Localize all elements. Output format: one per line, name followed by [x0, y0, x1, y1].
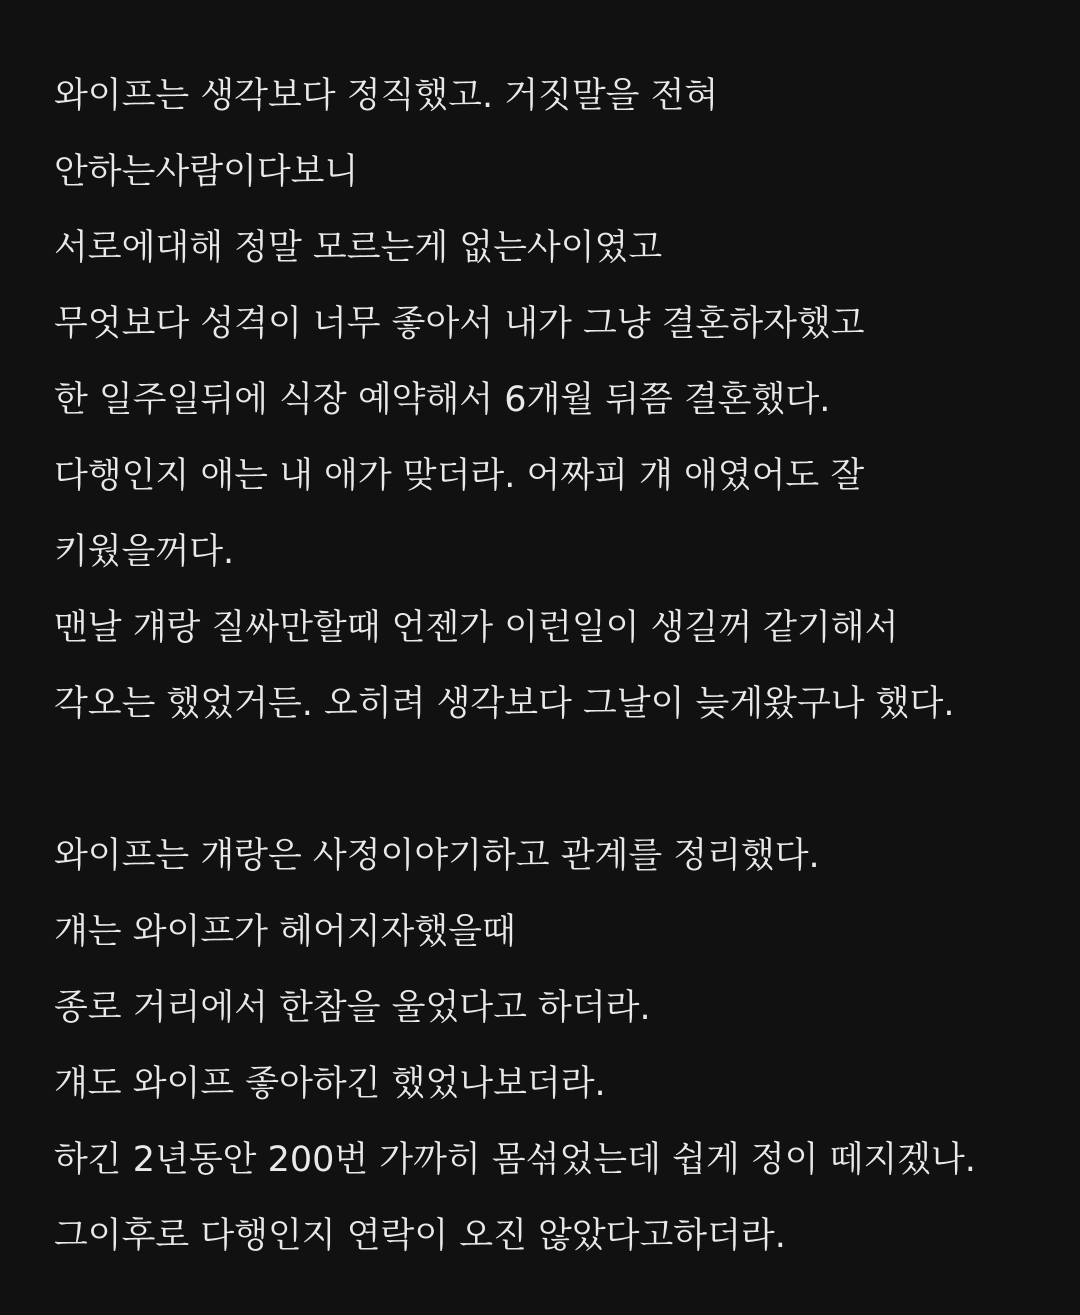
text-line: 키웠을꺼다.	[54, 532, 235, 572]
text-line: 맨날 걔랑 질싸만할때 언젠가 이런일이 생길꺼 같기해서	[54, 608, 899, 648]
text-line: 걔는 와이프가 헤어지자했을때	[54, 912, 516, 952]
text-line: 다행인지 애는 내 애가 맞더라. 어짜피 걔 애였어도 잘	[54, 456, 865, 496]
text-line: 각오는 했었거든. 오히려 생각보다 그날이 늦게왔구나 했다.	[54, 684, 955, 724]
text-line: 서로에대해 정말 모르는게 없는사이였고	[54, 228, 663, 268]
text-line: 와이프는 걔랑은 사정이야기하고 관계를 정리했다.	[54, 836, 820, 876]
paragraph-2	[54, 818, 1054, 1274]
text-line: 하긴 2년동안 200번 가까히 몸섞었는데 쉽게 정이 떼지겠나.	[54, 1140, 976, 1180]
text-line: 무엇보다 성격이 너무 좋아서 내가 그냥 결혼하자했고	[54, 304, 865, 344]
text-line: 그이후로 다행인지 연락이 오진 않았다고하더라.	[54, 1216, 786, 1256]
paragraph-spacer	[54, 742, 1054, 818]
text-line: 와이프는 생각보다 정직했고. 거짓말을 전혀	[54, 76, 719, 116]
text-line: 한 일주일뒤에 식장 예약해서 6개월 뒤쯤 결혼했다.	[54, 380, 831, 420]
text-line: 걔도 와이프 좋아하긴 했었나보더라.	[54, 1064, 606, 1104]
text-line: 안하는사람이다보니	[54, 152, 359, 192]
paragraph-1	[54, 58, 1054, 742]
text-line: 종로 거리에서 한참을 울었다고 하더라.	[54, 988, 651, 1028]
post-body	[54, 58, 1054, 1274]
